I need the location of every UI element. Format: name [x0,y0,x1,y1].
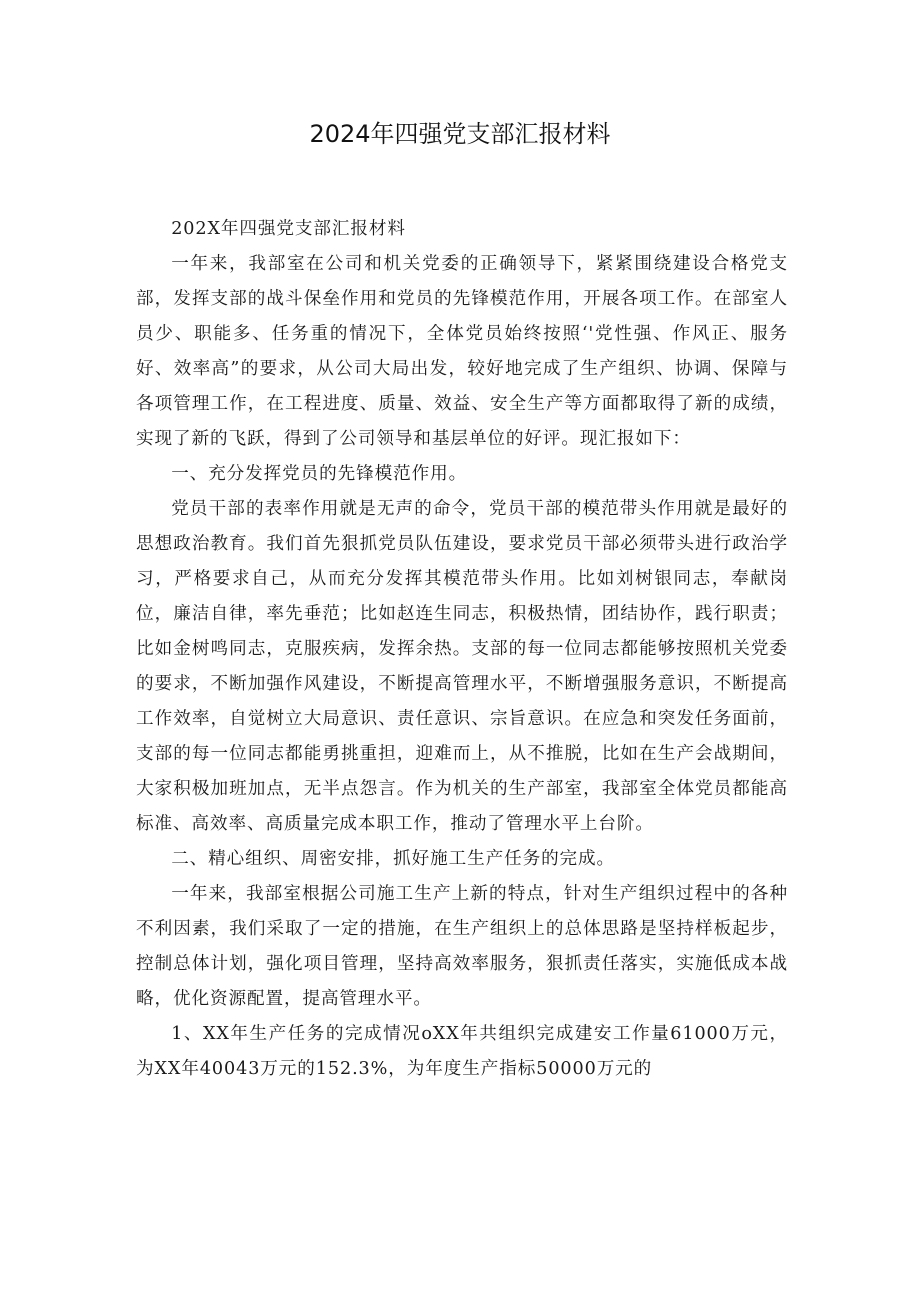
paragraph-section-2: 一年来，我部室根据公司施工生产上新的特点，针对生产组织过程中的各种不利因素，我们采取了一定的措施，在生产组织上的总体思路是坚持样板起步，控制总体计划，强化项目管理，坚持高效率服务，狠抓责任落实，实施低成本战略，优化资源配置，提高管理水平。 [136,884,788,1009]
paragraph-subtitle: 202X年四强党支部汇报材料 [171,219,406,239]
paragraph-production-stats: 1、XX年生产任务的完成情况oXX年共组织完成建安工作量61000万元，为XX年40043万元的152.3%，为年度生产指标50000万元的 [136,1024,788,1079]
document-body [136,212,788,1087]
paragraph-intro: 一年来，我部室在公司和机关党委的正确领导下，紧紧围绕建设合格党支部，发挥支部的战斗保垒作用和党员的先锋模范作用，开展各项工作。在部室人员少、职能多、任务重的情况下，全体党员始终按照‘'党性强、作风正、服务好、效率高”的要求，从公司大局出发，较好地完成了生产组织、协调、保障与各项管理工作，在工程进度、质量、效益、安全生产等方面都取得了新的成绩，实现了新的飞跃，得到了公司领导和基层单位的好评。现汇报如下： [136,254,788,449]
section-heading-2: 二、精心组织、周密安排，抓好施工生产任务的完成。 [171,849,616,869]
section-heading-1: 一、充分发挥党员的先锋模范作用。 [171,464,468,484]
document-title: 2024年四强党支部汇报材料 [309,120,611,148]
paragraph-section-1: 党员干部的表率作用就是无声的命令，党员干部的模范带头作用就是最好的思想政治教育。我们首先狠抓党员队伍建设，要求党员干部必须带头进行政治学习，严格要求自己，从而充分发挥其模范带头作用。比如刘树银同志，奉献岗位，廉洁自律，率先垂范；比如赵连生同志，积极热情，团结协作，践行职责；比如金树鸣同志，克服疾病，发挥余热。支部的每一位同志都能够按照机关党委的要求，不断加强作风建设，不断提高管理水平，不断增强服务意识，不断提高工作效率，自觉树立大局意识、责任意识、宗旨意识。在应急和突发任务面前，支部的每一位同志都能勇挑重担，迎难而上，从不推脱，比如在生产会战期间，大家积极加班加点，无半点怨言。作为机关的生产部室，我部室全体党员都能高标准、高效率、高质量完成本职工作，推动了管理水平上台阶。 [136,499,788,834]
